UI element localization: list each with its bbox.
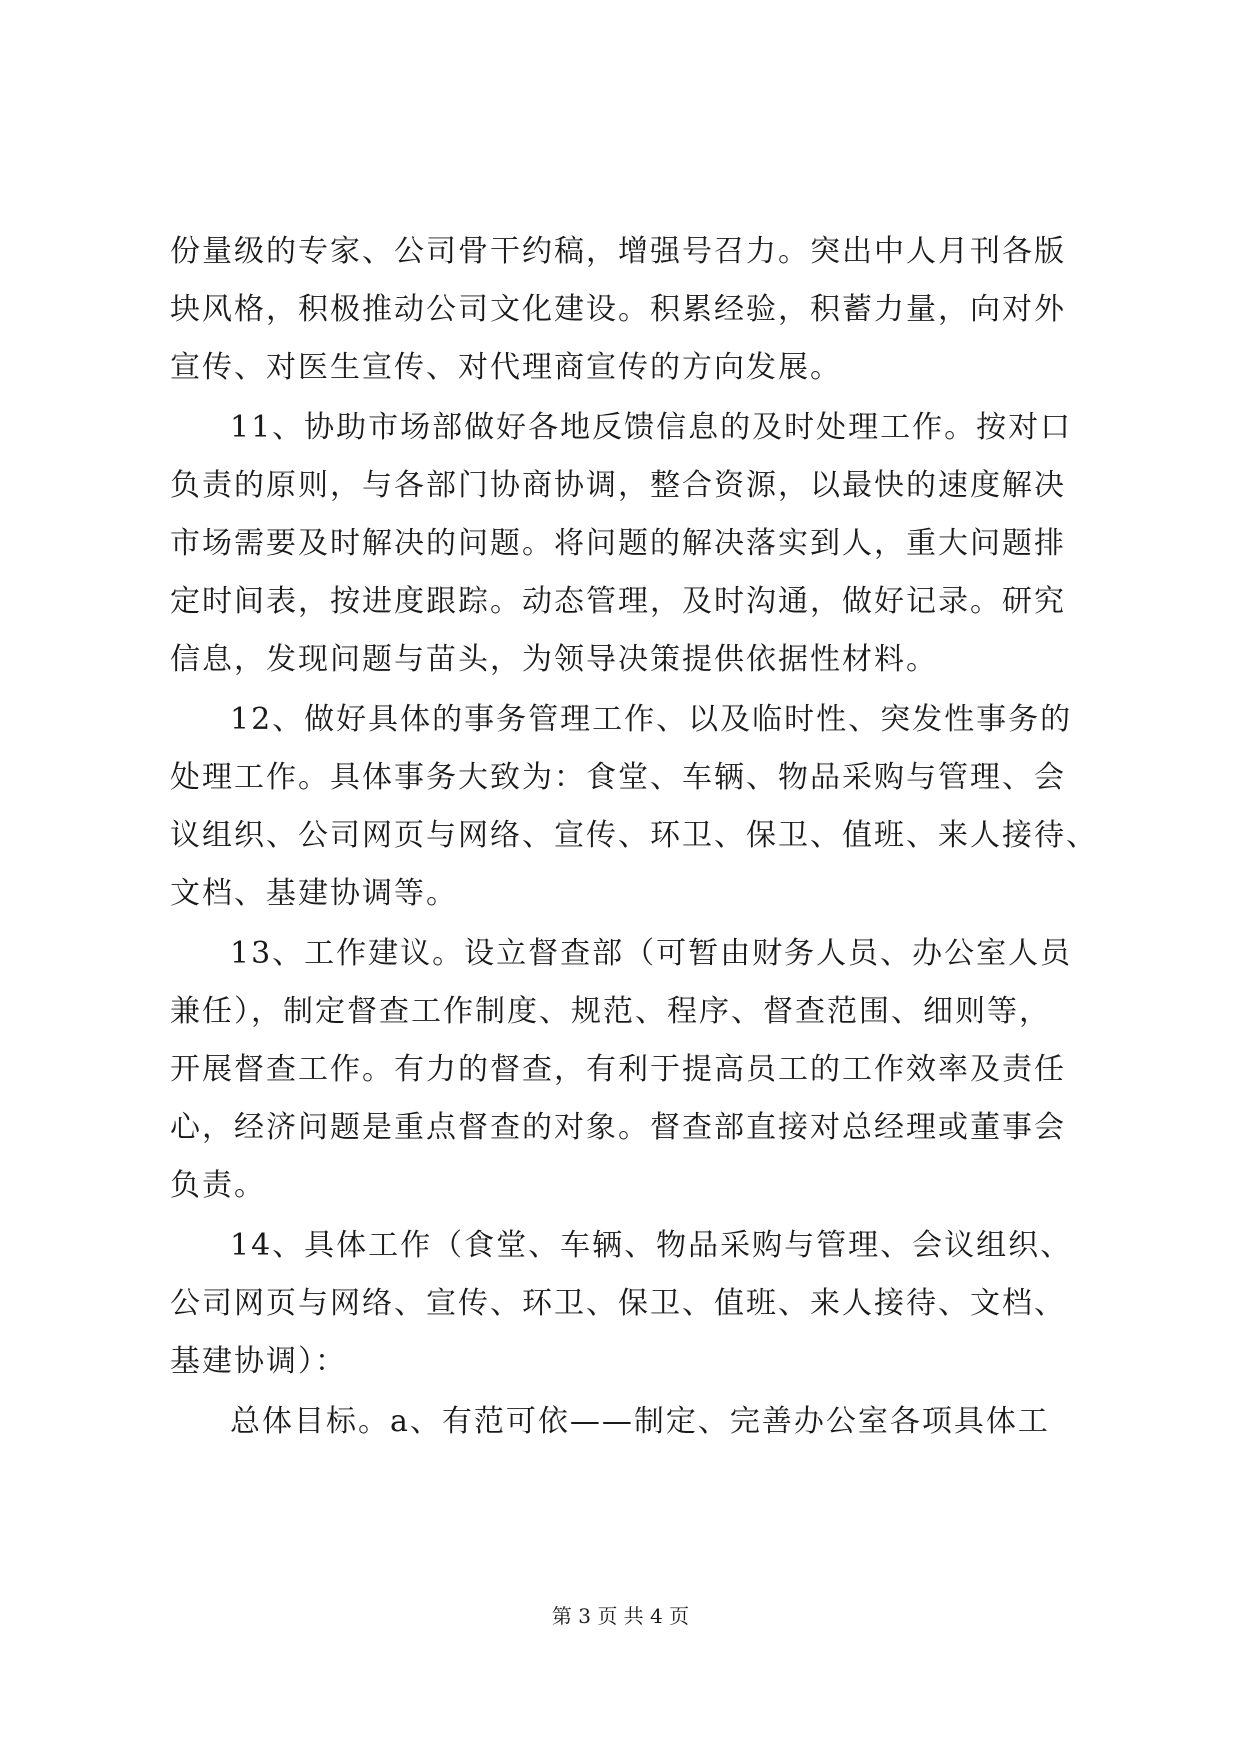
page-number-footer: 第 3 页 共 4 页 [551, 1604, 690, 1628]
paragraph-12-start: 12、做好具体的事务管理工作、以及临时性、突发性事务的 [230, 702, 1073, 737]
paragraph-13-start: 13、工作建议。设立督查部（可暂由财务人员、办公室人员 [230, 936, 1073, 971]
paragraph-goal-start: 总体目标。a、有范可依——制定、完善办公室各项具体工 [230, 1404, 1050, 1439]
text-line: 定时间表，按进度跟踪。动态管理，及时沟通，做好记录。研究 [170, 584, 1066, 619]
paragraph-11-start: 11、协助市场部做好各地反馈信息的及时处理工作。按对口 [230, 410, 1073, 445]
text-line: 心，经济问题是重点督查的对象。督查部直接对总经理或董事会 [170, 1110, 1066, 1145]
text-line: 负责。 [170, 1168, 266, 1203]
text-line: 负责的原则，与各部门协商协调，整合资源，以最快的速度解决 [170, 468, 1066, 503]
text-line: 处理工作。具体事务大致为：食堂、车辆、物品采购与管理、会 [170, 760, 1066, 795]
text-line: 市场需要及时解决的问题。将问题的解决落实到人，重大问题排 [170, 526, 1066, 561]
text-line: 块风格，积极推动公司文化建设。积累经验，积蓄力量，向对外 [170, 292, 1066, 327]
text-line: 份量级的专家、公司骨干约稿，增强号召力。突出中人月刊各版 [170, 234, 1066, 269]
text-line: 公司网页与网络、宣传、环卫、保卫、值班、来人接待、文档、 [170, 1286, 1066, 1321]
text-line: 开展督查工作。有力的督查，有利于提高员工的工作效率及责任 [170, 1052, 1066, 1087]
text-line: 宣传、对医生宣传、对代理商宣传的方向发展。 [170, 350, 842, 385]
text-line: 兼任），制定督查工作制度、规范、程序、督查范围、细则等， [170, 994, 1051, 1029]
paragraph-14-start: 14、具体工作（食堂、车辆、物品采购与管理、会议组织、 [230, 1228, 1073, 1263]
text-line: 信息，发现问题与苗头，为领导决策提供依据性材料。 [170, 642, 938, 677]
text-line: 议组织、公司网页与网络、宣传、环卫、保卫、值班、来人接待、 [170, 818, 1098, 853]
text-line: 文档、基建协调等。 [170, 876, 458, 911]
text-line: 基建协调）： [170, 1344, 347, 1379]
